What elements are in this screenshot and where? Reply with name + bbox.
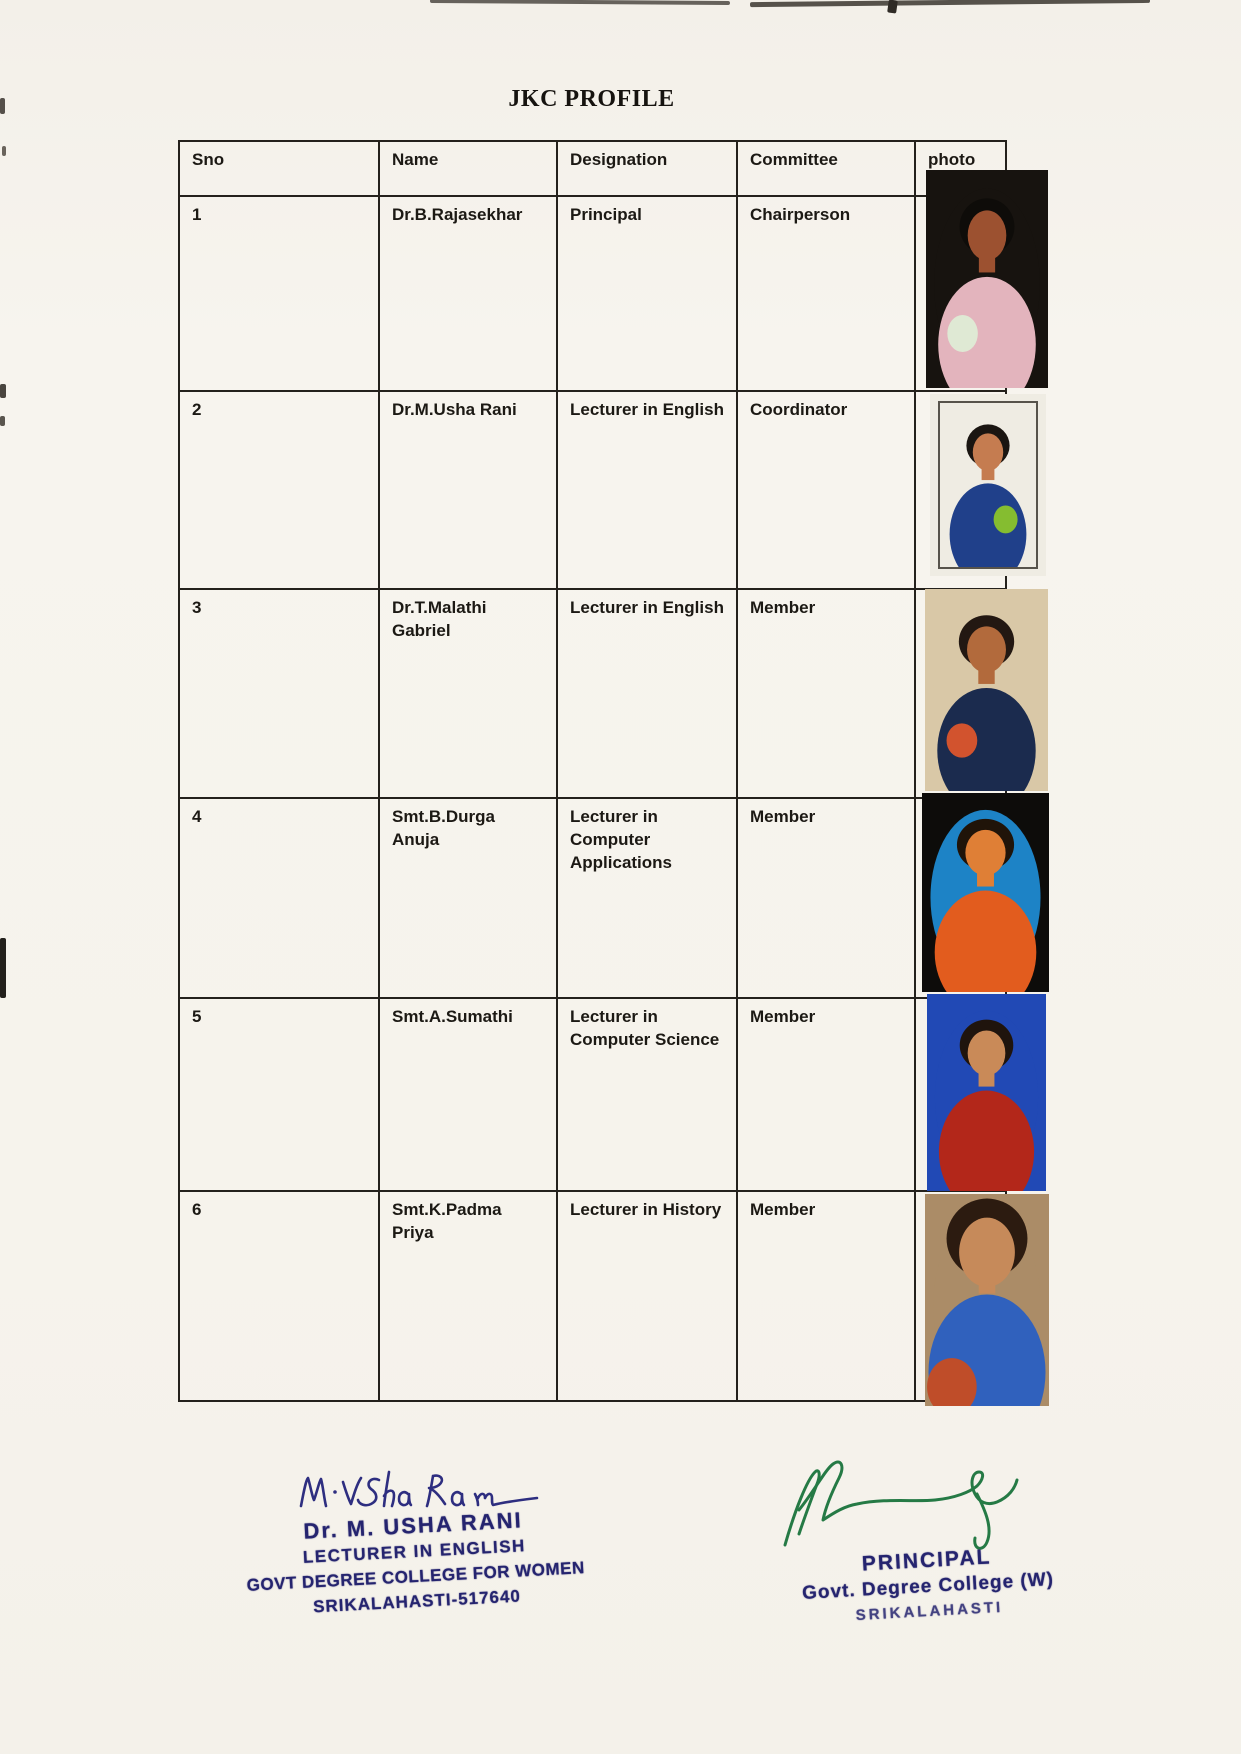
portrait-illustration xyxy=(925,589,1048,791)
photo-row6-member xyxy=(925,1194,1049,1406)
cell-committee: Member xyxy=(737,589,915,798)
stamp-line: SRIKALAHASTI-517640 xyxy=(312,1586,522,1617)
scan-artifact xyxy=(0,98,5,114)
table-row xyxy=(179,196,1006,391)
cell-designation: Principal xyxy=(557,196,737,391)
scan-artifact xyxy=(0,416,5,426)
stamp-line: LECTURER IN ENGLISH xyxy=(302,1536,527,1567)
header-sno: Sno xyxy=(179,141,379,196)
cell-sno: 1 xyxy=(179,196,379,391)
table-row xyxy=(179,798,1006,998)
portrait-illustration xyxy=(938,401,1038,569)
lecturer-stamp xyxy=(230,1502,601,1623)
cell-sno: 2 xyxy=(179,391,379,589)
portrait-illustration xyxy=(925,1194,1049,1406)
scan-artifact xyxy=(2,146,6,156)
scan-artifact xyxy=(430,0,730,5)
scan-artifact xyxy=(750,0,1150,7)
header-name: Name xyxy=(379,141,557,196)
portrait-illustration xyxy=(926,170,1048,388)
photo-row4-member xyxy=(922,793,1049,992)
cell-committee: Coordinator xyxy=(737,391,915,589)
photo-row1-chairperson xyxy=(926,170,1048,388)
stamp-line: SRIKALAHASTI xyxy=(855,1598,1004,1625)
cell-name: Smt.B.Durga Anuja xyxy=(379,798,557,998)
cell-sno: 3 xyxy=(179,589,379,798)
cell-sno: 6 xyxy=(179,1191,379,1401)
header-photo: photo xyxy=(915,141,1006,196)
table-row xyxy=(179,589,1006,798)
cell-designation: Lecturer in Computer Science xyxy=(557,998,737,1191)
table-header-row xyxy=(179,141,1006,196)
table-row xyxy=(179,1191,1006,1401)
header-designation: Designation xyxy=(557,141,737,196)
cell-committee: Member xyxy=(737,798,915,998)
jkc-profile-table xyxy=(178,140,1007,1402)
cell-designation: Lecturer in English xyxy=(557,391,737,589)
scan-artifact xyxy=(887,0,898,14)
stamp-line: Govt. Degree College (W) xyxy=(801,1568,1055,1605)
stamp-line: Dr. M. USHA RANI xyxy=(302,1507,524,1544)
portrait-illustration xyxy=(922,793,1049,992)
header-committee: Committee xyxy=(737,141,915,196)
cell-name: Dr.T.Malathi Gabriel xyxy=(379,589,557,798)
cell-designation: Lecturer in History xyxy=(557,1191,737,1401)
cell-designation: Lecturer in English xyxy=(557,589,737,798)
table-row xyxy=(179,391,1006,589)
cell-name: Dr.M.Usha Rani xyxy=(379,391,557,589)
cell-name: Smt.K.Padma Priya xyxy=(379,1191,557,1401)
photo-row2-coordinator xyxy=(930,394,1046,576)
page-title: JKC PROFILE xyxy=(508,86,675,112)
scan-artifact xyxy=(0,384,6,398)
cell-name: Smt.A.Sumathi xyxy=(379,998,557,1191)
cell-committee: Member xyxy=(737,998,915,1191)
cell-committee: Member xyxy=(737,1191,915,1401)
cell-sno: 5 xyxy=(179,998,379,1191)
cell-name: Dr.B.Rajasekhar xyxy=(379,196,557,391)
scan-artifact xyxy=(0,938,6,998)
table-row xyxy=(179,998,1006,1191)
stamp-line: PRINCIPAL xyxy=(861,1545,992,1576)
cell-designation: Lecturer in Computer Applications xyxy=(557,798,737,998)
photo-row5-member xyxy=(927,994,1046,1191)
stamp-line: GOVT DEGREE COLLEGE FOR WOMEN xyxy=(246,1558,586,1595)
cell-sno: 4 xyxy=(179,798,379,998)
cell-committee: Chairperson xyxy=(737,196,915,391)
portrait-illustration xyxy=(927,994,1046,1191)
photo-row3-member xyxy=(925,589,1048,791)
